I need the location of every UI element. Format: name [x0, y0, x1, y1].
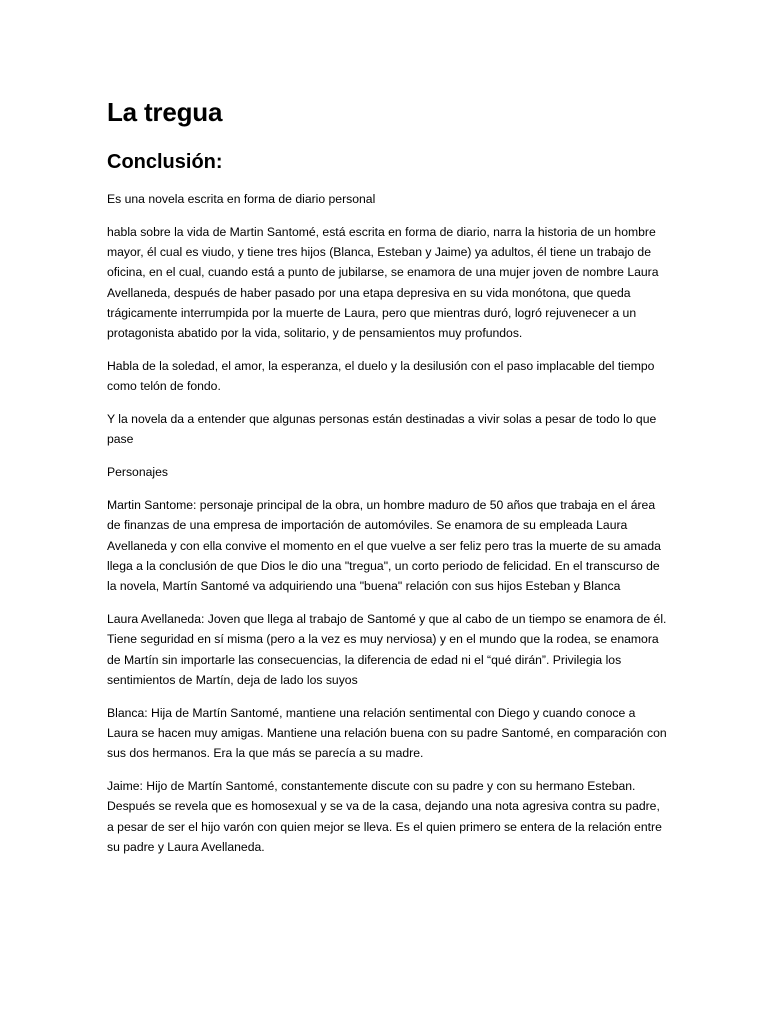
section-heading-conclusion: Conclusión:: [107, 151, 223, 173]
paragraph-characters-label: Personajes: [107, 465, 168, 480]
paragraph-summary: habla sobre la vida de Martin Santomé, está escrita en forma de diario, narra la historia de un hombre mayor, él cual es viudo, y tiene tres hijos (Blanca, Esteban y Jaime) ya adultos, él tiene un trabajo de oficina, en el cual, cuando está a punto de jubilarse, se enamora de una mujer joven de nombre Laura Avellaneda, después de haber pasado por una etapa depresiva en su vida monótona, que queda trágicamente interrumpida por la muerte de Laura, pero que mientras duró, logró rejuvenecer a un protagonista abatido por la vida, solitario, y de pensamientos muy profundos.: [107, 224, 659, 341]
paragraph-character-jaime: Jaime: Hijo de Martín Santomé, constantemente discute con su padre y con su hermano Esteban. Después se revela que es homosexual y se va de la casa, dejando una nota agresiva contra su padre, a pesar de ser el hijo varón con quien mejor se lleva. Es el quien primero se entera de la relación entre su padre y Laura Avellaneda.: [107, 779, 662, 855]
paragraph-intro: Es una novela escrita en forma de diario personal: [107, 192, 376, 206]
paragraph-message: Y la novela da a entender que algunas personas están destinadas a vivir solas a pesar de todo lo que pase: [107, 412, 657, 447]
paragraph-character-blanca: Blanca: Hija de Martín Santomé, mantiene una relación sentimental con Diego y cuando conoce a Laura se hacen muy amigas. Mantiene una relación buena con su padre Santomé, en comparación con sus dos hermanos. Era la que más se parecía a su madre.: [107, 705, 667, 761]
paragraph-character-laura: Laura Avellaneda: Joven que llega al trabajo de Santomé y que al cabo de un tiempo se enamora de él. Tiene seguridad en sí misma (pero a la vez es muy nerviosa) y en el mundo que la rodea, se enamora de Martín sin importarle las consecuencias, la diferencia de edad ni el “qué dirán”. Privilegia los sentimientos de Martín, deja de lado los suyos: [107, 612, 667, 687]
paragraph-themes: Habla de la soledad, el amor, la esperanza, el duelo y la desilusión con el paso implacable del tiempo como telón de fondo.: [107, 359, 655, 394]
document-page: [107, 94, 667, 857]
document-title: La tregua: [107, 97, 223, 127]
paragraph-character-martin: Martin Santome: personaje principal de la obra, un hombre maduro de 50 años que trabaja en el área de finanzas de una empresa de importación de automóviles. Se enamora de su empleada Laura Avellaneda y con ella convive el momento en el que vuelve a ser feliz pero tras la muerte de su amada llega a la conclusión de que Dios le dio una "tregua", un corto periodo de felicidad. En el transcurso de la novela, Martín Santomé va adquiriendo una "buena" relación con sus hijos Esteban y Blanca: [107, 498, 661, 594]
